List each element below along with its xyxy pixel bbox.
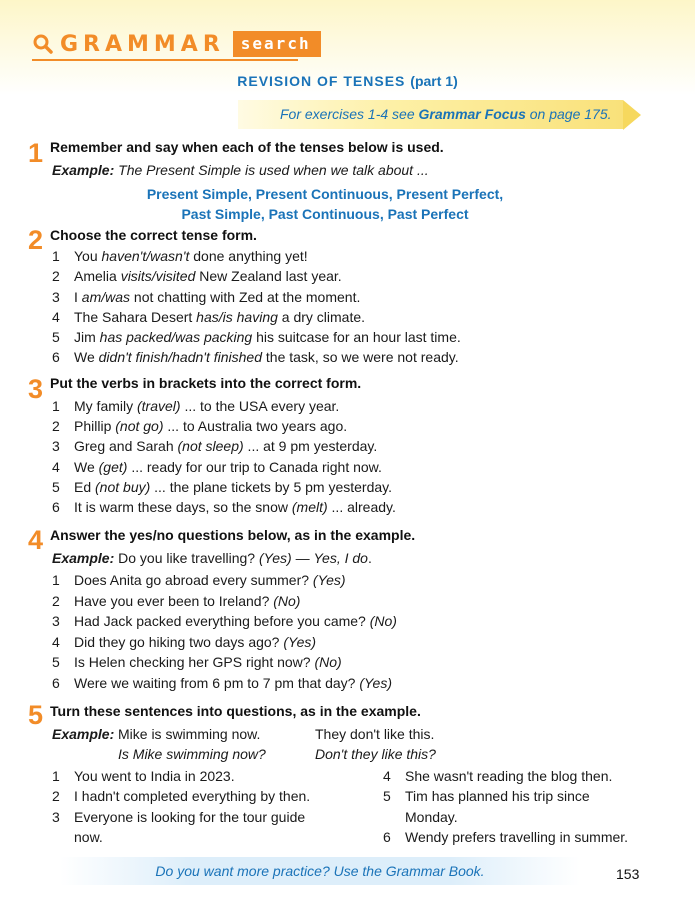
tenses-line-1: Present Simple, Present Continuous, Present Perfect,	[146, 186, 504, 202]
list-item: 3 Everyone is looking for the tour guide	[52, 809, 306, 825]
exercise-4-instruction: Answer the yes/no questions below, as in the example.	[50, 527, 416, 543]
list-item: 6 It is warm these days, so the snow (melt) ... already.	[52, 499, 396, 515]
list-item: 6 Were we waiting from 6 pm to 7 pm that day? (Yes)	[52, 675, 392, 691]
list-item: 4 We (get) ... ready for our trip to Canada right now.	[52, 459, 382, 475]
header-underline	[32, 59, 298, 61]
list-item: 4 Did they go hiking two days ago? (Yes)	[52, 634, 317, 650]
exercise-1-instruction: Remember and say when each of the tenses below is used.	[50, 139, 444, 155]
page-title: REVISION OF TENSES (part 1)	[237, 73, 458, 89]
exercise-5-example-b2: Don't they like this?	[315, 746, 436, 762]
exercise-1-number: 1	[28, 138, 44, 168]
exercise-1-example: Example: The Present Simple is used when we talk about ...	[52, 162, 429, 178]
search-label: search	[233, 31, 321, 57]
exercise-4-number: 4	[28, 525, 44, 555]
list-item: 1 You haven't/wasn't done anything yet!	[52, 248, 308, 264]
magnifier-icon	[32, 33, 54, 55]
grammar-label: GRAMMAR	[60, 31, 225, 57]
list-item: 3 Greg and Sarah (not sleep) ... at 9 pm yesterday.	[52, 438, 378, 454]
list-item: 6 We didn't finish/hadn't finished the task, so we were not ready.	[52, 349, 459, 365]
list-item: 2 Have you ever been to Ireland? (No)	[52, 593, 301, 609]
exercise-5-instruction: Turn these sentences into questions, as in the example.	[50, 703, 421, 719]
exercise-2-number: 2	[28, 225, 44, 255]
exercise-5-example-a2: Is Mike swimming now?	[118, 746, 266, 762]
list-item: 5 Jim has packed/was packing his suitcase for an hour last time.	[52, 329, 461, 345]
list-item: 6 Wendy prefers travelling in summer.	[383, 829, 629, 845]
list-item: 4 The Sahara Desert has/is having a dry climate.	[52, 309, 366, 325]
page-number: 153	[616, 866, 640, 882]
grammar-search-header	[32, 29, 321, 59]
list-item: 2 I hadn't completed everything by then.	[52, 788, 311, 804]
tenses-line-2: Past Simple, Past Continuous, Past Perfect	[181, 206, 469, 222]
list-item: 2 Phillip (not go) ... to Australia two years ago.	[52, 418, 348, 434]
list-item: 1 Does Anita go abroad every summer? (Yes)	[52, 572, 346, 588]
focus-note: For exercises 1-4 see Grammar Focus on page 175.	[280, 106, 612, 122]
exercise-5-example-a1: Mike is swimming now.	[118, 726, 261, 742]
focus-banner-arrow	[623, 100, 641, 130]
list-item: 5 Ed (not buy) ... the plane tickets by 5 pm yesterday.	[52, 479, 393, 495]
exercise-5-example-b1: They don't like this.	[315, 726, 435, 742]
list-item-continued: now.	[74, 829, 103, 845]
exercise-3-number: 3	[28, 374, 44, 404]
list-item: 1 My family (travel) ... to the USA every year.	[52, 398, 340, 414]
list-item: 5 Is Helen checking her GPS right now? (No)	[52, 654, 342, 670]
list-item: 1 You went to India in 2023.	[52, 768, 235, 784]
exercise-5-example-label: Example:	[52, 726, 115, 742]
list-item: 5 Tim has planned his trip since	[383, 788, 590, 804]
exercise-2-instruction: Choose the correct tense form.	[50, 227, 257, 243]
exercise-5-number: 5	[28, 700, 44, 730]
list-item: 3 I am/was not chatting with Zed at the moment.	[52, 289, 361, 305]
list-item: 2 Amelia visits/visited New Zealand last year.	[52, 268, 342, 284]
list-item: 4 She wasn't reading the blog then.	[383, 768, 613, 784]
list-item: 3 Had Jack packed everything before you came? (No)	[52, 613, 397, 629]
footer-note: Do you want more practice? Use the Grammar Book.	[155, 863, 485, 879]
exercise-4-example: Example: Do you like travelling? (Yes) — Yes, I do.	[52, 550, 372, 566]
list-item-continued: Monday.	[405, 809, 458, 825]
exercise-3-instruction: Put the verbs in brackets into the correct form.	[50, 375, 362, 391]
